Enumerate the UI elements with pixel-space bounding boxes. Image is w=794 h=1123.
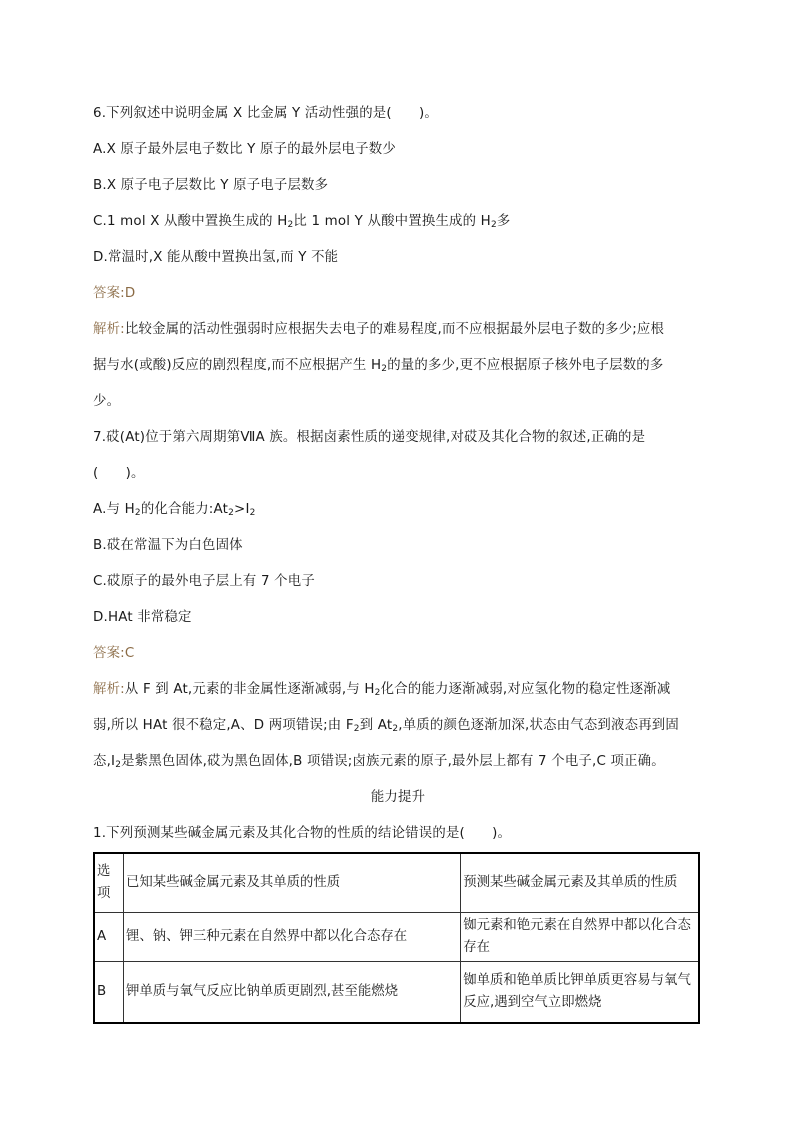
subscript: 2: [287, 220, 294, 230]
table-cell: 铷单质和铯单质比钾单质更容易与氧气反应,遇到空气立即燃烧: [461, 962, 699, 1024]
table-cell: B: [94, 962, 123, 1024]
q6-explanation-line1: [93, 320, 664, 340]
table-cell: 锂、钠、钾三种元素在自然界中都以化合态存在: [123, 913, 460, 962]
table-header-row: [94, 853, 699, 913]
explanation-text: 化合的能力逐渐减弱,对应氢化物的稳定性逐渐减: [380, 682, 671, 697]
subscript: 2: [381, 364, 388, 374]
q7-explanation-line2: [93, 716, 679, 736]
explanation-text: 到 At: [359, 718, 393, 733]
q6-option-c-part2: 比 1 mol Y 从酸中置换生成的 H: [293, 214, 491, 229]
explanation-text: 从 F 到 At,元素的非金属性逐渐减弱,与 H: [124, 682, 375, 697]
subscript: 2: [392, 724, 399, 734]
explanation-text: 是紫黑色固体,砹为黑色固体,B 项错误;卤族元素的原子,最外层上都有 7 个电子,C 项正确。: [121, 754, 665, 769]
section-title: 能力提升: [370, 790, 426, 805]
explanation-text: 比较金属的活动性强弱时应根据失去电子的难易程度,而不应根据最外层电子数的多少;应根: [124, 322, 665, 337]
q6-stem: 6.下列叙述中说明金属 X 比金属 Y 活动性强的是( )。: [93, 106, 439, 121]
table-cell: A: [94, 913, 123, 962]
explanation-label: 解析:: [93, 682, 125, 697]
explanation-text: 的量的多少,更不应根据原子核外电子层数的多: [387, 358, 664, 373]
q7-option-a-part2: 的化合能力:At: [140, 502, 229, 517]
subscript: 2: [490, 220, 497, 230]
table-header-cell: 选项: [94, 853, 123, 913]
explanation-text: 弱,所以 HAt 很不稳定,A、D 两项错误;由 F: [93, 718, 354, 733]
q7-option-c: C.砹原子的最外电子层上有 7 个电子: [93, 574, 315, 589]
subscript: 2: [115, 760, 122, 770]
q1-stem: 1.下列预测某些碱金属元素及其化合物的性质的结论错误的是( )。: [93, 826, 512, 841]
q6-explanation-line3: 少。: [93, 394, 121, 409]
q6-option-c-part3: 多: [496, 214, 511, 229]
subscript: 2: [374, 688, 381, 698]
explanation-text: 态,I: [93, 754, 116, 769]
table-row: [94, 913, 699, 962]
q7-explanation-line1: [93, 680, 670, 700]
q7-option-a: [93, 500, 256, 520]
q6-answer: 答案:D: [93, 286, 136, 301]
q6-option-d: D.常温时,X 能从酸中置换出氢,而 Y 不能: [93, 250, 339, 265]
q6-explanation-line2: [93, 356, 663, 376]
explanation-label: 解析:: [93, 322, 125, 337]
q7-answer: 答案:C: [93, 646, 135, 661]
explanation-text: ,单质的颜色逐渐加深,状态由气态到液态再到固: [398, 718, 679, 733]
q7-option-a-part1: A.与 H: [93, 502, 135, 517]
q6-option-c: [93, 212, 510, 232]
q7-option-d: D.HAt 非常稳定: [93, 610, 192, 625]
table-cell: 铷元素和铯元素在自然界中都以化合态存在: [461, 913, 699, 962]
q7-option-a-part3: >I: [234, 502, 250, 517]
subscript: 2: [353, 724, 360, 734]
table-row: [94, 962, 699, 1024]
q7-explanation-line3: [93, 752, 665, 772]
table-cell: 钾单质与氧气反应比钠单质更剧烈,甚至能燃烧: [123, 962, 460, 1024]
subscript: 2: [228, 508, 235, 518]
q7-option-b: B.砹在常温下为白色固体: [93, 538, 243, 553]
subscript: 2: [134, 508, 141, 518]
q6-option-b: B.X 原子电子层数比 Y 原子电子层数多: [93, 178, 329, 193]
options-table: [93, 852, 700, 1024]
subscript: 2: [249, 508, 256, 518]
q7-stem-line1: 7.砹(At)位于第六周期第ⅦA 族。根据卤素性质的递变规律,对砹及其化合物的叙述,正确的是: [93, 430, 646, 445]
table-header-cell: 已知某些碱金属元素及其单质的性质: [123, 853, 460, 913]
q6-option-c-part1: C.1 mol X 从酸中置换生成的 H: [93, 214, 288, 229]
q6-option-a: A.X 原子最外层电子数比 Y 原子的最外层电子数少: [93, 142, 396, 157]
table-header-cell: 预测某些碱金属元素及其单质的性质: [461, 853, 699, 913]
explanation-text: 据与水(或酸)反应的剧烈程度,而不应根据产生 H: [93, 358, 382, 373]
q7-stem-line2: ( )。: [93, 466, 145, 481]
